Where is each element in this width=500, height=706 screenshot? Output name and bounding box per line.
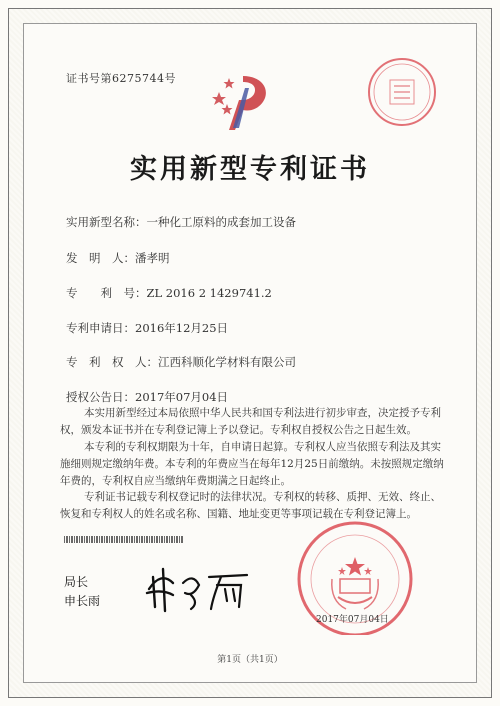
field-label: 专利申请日： xyxy=(66,321,135,335)
field-label: 发 明 人： xyxy=(66,251,135,265)
body-paragraph-grant: 本实用新型经过本局依照中华人民共和国专利法进行初步审查，决定授予专利权，颁发本证书并在专利登记簿上予以登记。专利权自授权公告之日起生效。 xyxy=(60,407,441,436)
certificate-number: 证书号第6275744号 xyxy=(66,72,176,85)
field-patent-number xyxy=(66,285,272,301)
director-name: 申长雨 xyxy=(64,594,101,608)
field-label: 专 利 号： xyxy=(66,286,147,300)
field-label: 授权公告日： xyxy=(66,390,135,404)
field-value: 2016年12月25日 xyxy=(135,321,229,335)
field-grant-date xyxy=(66,389,228,405)
director-title: 局长 xyxy=(64,575,89,589)
field-label: 专 利 权 人： xyxy=(66,355,158,369)
field-value: 2017年07月04日 xyxy=(135,390,229,404)
verification-seal-icon xyxy=(366,56,438,128)
seal-date: 2017年07月04日 xyxy=(316,615,389,625)
body-paragraph-legal-status: 专利证书记载专利权登记时的法律状况。专利权的转移、质押、无效、终止、恢复和专利权人的姓名或名称、国籍、地址变更等事项记载在专利登记簿上。 xyxy=(60,491,441,520)
body-paragraph-term: 本专利的专利权期限为十年，自申请日起算。专利权人应当依照专利法及其实施细则规定缴纳年费。本专利的年费应当在每年12月25日前缴纳。未按照规定缴纳年费的，专利权自应当缴纳年费期满之日起终止。 xyxy=(60,441,444,487)
field-value: 一种化工原料的成套加工设备 xyxy=(146,215,296,229)
field-patentee xyxy=(66,354,296,370)
director-signature-icon xyxy=(143,563,253,615)
field-label: 实用新型名称： xyxy=(66,215,147,229)
certificate-title: 实用新型专利证书 xyxy=(130,154,370,185)
field-value: ZL 2016 2 1429741.2 xyxy=(146,286,272,300)
field-application-date xyxy=(66,320,228,336)
field-inventor xyxy=(66,250,170,266)
page-indicator: 第1页（共1页） xyxy=(217,655,283,665)
field-value: 江西科顺化学材料有限公司 xyxy=(158,355,296,369)
barcode-strip xyxy=(64,536,184,543)
field-utility-model-name xyxy=(66,214,296,230)
sipo-logo-icon xyxy=(205,70,285,132)
field-value: 潘孝明 xyxy=(135,251,170,265)
